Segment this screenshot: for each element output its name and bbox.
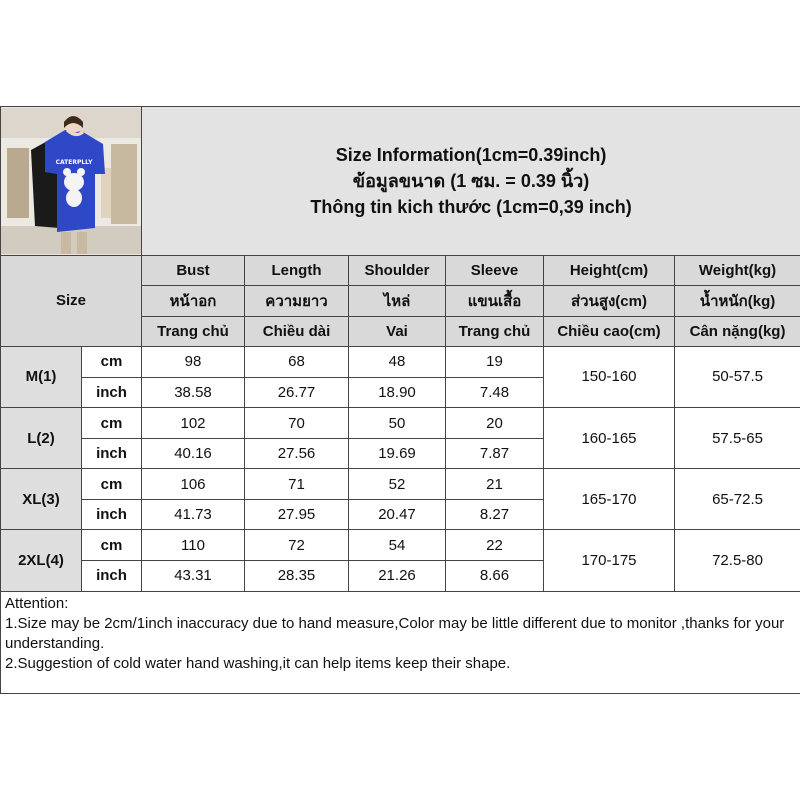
note-item: 2.Suggestion of cold water hand washing,it can help items keep their shape.: [5, 654, 511, 672]
size-2xl-label: 2XL(4): [1, 530, 82, 591]
header-bust-th: หน้าอก: [142, 285, 245, 316]
length-inch-value: 26.77: [245, 377, 349, 407]
weight-range-value: 65-72.5: [675, 469, 800, 530]
unit-inch-label: inch: [82, 561, 142, 591]
shirt-print-text: CATERPLLY: [55, 158, 93, 166]
title-thai: ข้อมูลขนาด (1 ซม. = 0.39 นิ้ว): [352, 170, 590, 191]
unit-inch-label: inch: [82, 500, 142, 530]
sleeve-inch-value: 8.27: [446, 500, 544, 530]
bust-cm-value: 106: [142, 469, 245, 500]
header-weight-en: Weight(kg): [675, 255, 800, 285]
length-cm-value: 72: [245, 530, 349, 561]
shoulder-cm-value: 54: [349, 530, 446, 561]
size-info-title: [142, 107, 800, 256]
length-cm-value: 70: [245, 407, 349, 438]
table-row: [1, 469, 800, 500]
height-range-value: 165-170: [544, 469, 675, 530]
length-cm-value: 71: [245, 469, 349, 500]
sleeve-cm-value: 19: [446, 346, 544, 377]
title-vietnamese: Thông tin kich thước (1cm=0,39 inch): [310, 196, 632, 217]
weight-range-value: 50-57.5: [675, 346, 800, 407]
shoulder-inch-value: 21.26: [349, 561, 446, 591]
sleeve-cm-value: 21: [446, 469, 544, 500]
size-column-header: Size: [1, 255, 142, 346]
height-range-value: 150-160: [544, 346, 675, 407]
header-length-en: Length: [245, 255, 349, 285]
unit-cm-label: cm: [82, 346, 142, 377]
header-shoulder-vi: Vai: [349, 316, 446, 346]
sleeve-cm-value: 20: [446, 407, 544, 438]
header-length-th: ความยาว: [245, 285, 349, 316]
header-shoulder-th: ไหล่: [349, 285, 446, 316]
height-range-value: 160-165: [544, 407, 675, 468]
title-english: Size Information(1cm=0.39inch): [335, 144, 607, 165]
header-sleeve-en: Sleeve: [446, 255, 544, 285]
header-weight-th: น้ำหนัก(kg): [675, 285, 800, 316]
length-inch-value: 27.95: [245, 500, 349, 530]
header-length-vi: Chiều dài: [245, 316, 349, 346]
header-shoulder-en: Shoulder: [349, 255, 446, 285]
height-range-value: 170-175: [544, 530, 675, 591]
weight-range-value: 57.5-65: [675, 407, 800, 468]
unit-inch-label: inch: [82, 377, 142, 407]
bust-inch-value: 40.16: [142, 439, 245, 469]
shoulder-cm-value: 48: [349, 346, 446, 377]
table-row: [1, 530, 800, 561]
header-bust-vi: Trang chủ: [142, 316, 245, 346]
header-sleeve-vi: Trang chủ: [446, 316, 544, 346]
shoulder-cm-value: 50: [349, 407, 446, 438]
length-inch-value: 27.56: [245, 439, 349, 469]
attention-notes: [1, 591, 800, 693]
bust-inch-value: 41.73: [142, 500, 245, 530]
unit-cm-label: cm: [82, 407, 142, 438]
header-bust-en: Bust: [142, 255, 245, 285]
length-inch-value: 28.35: [245, 561, 349, 591]
weight-range-value: 72.5-80: [675, 530, 800, 591]
header-height-vi: Chiều cao(cm): [544, 316, 675, 346]
sleeve-inch-value: 7.87: [446, 439, 544, 469]
unit-inch-label: inch: [82, 439, 142, 469]
header-height-en: Height(cm): [544, 255, 675, 285]
sleeve-inch-value: 7.48: [446, 377, 544, 407]
header-sleeve-th: แขนเสื้อ: [446, 285, 544, 316]
bust-cm-value: 98: [142, 346, 245, 377]
shoulder-inch-value: 20.47: [349, 500, 446, 530]
product-photo-image: [1, 108, 141, 254]
bust-inch-value: 43.31: [142, 561, 245, 591]
unit-cm-label: cm: [82, 469, 142, 500]
product-photo: [1, 107, 142, 256]
unit-cm-label: cm: [82, 530, 142, 561]
note-item: 1.Size may be 2cm/1inch inaccuracy due to hand measure,Color may be little different due to monitor ,thanks for your understanding.: [5, 614, 785, 652]
size-l-label: L(2): [1, 407, 82, 468]
sleeve-inch-value: 8.66: [446, 561, 544, 591]
bust-cm-value: 110: [142, 530, 245, 561]
shoulder-inch-value: 18.90: [349, 377, 446, 407]
table-row: [1, 346, 800, 377]
size-m-label: M(1): [1, 346, 82, 407]
bust-cm-value: 102: [142, 407, 245, 438]
size-chart-table: [0, 106, 800, 694]
shoulder-inch-value: 19.69: [349, 439, 446, 469]
sleeve-cm-value: 22: [446, 530, 544, 561]
table-row: [1, 407, 800, 438]
header-weight-vi: Cân nặng(kg): [675, 316, 800, 346]
shoulder-cm-value: 52: [349, 469, 446, 500]
bust-inch-value: 38.58: [142, 377, 245, 407]
length-cm-value: 68: [245, 346, 349, 377]
size-xl-label: XL(3): [1, 469, 82, 530]
attention-heading: Attention:: [5, 594, 69, 612]
header-height-th: ส่วนสูง(cm): [544, 285, 675, 316]
